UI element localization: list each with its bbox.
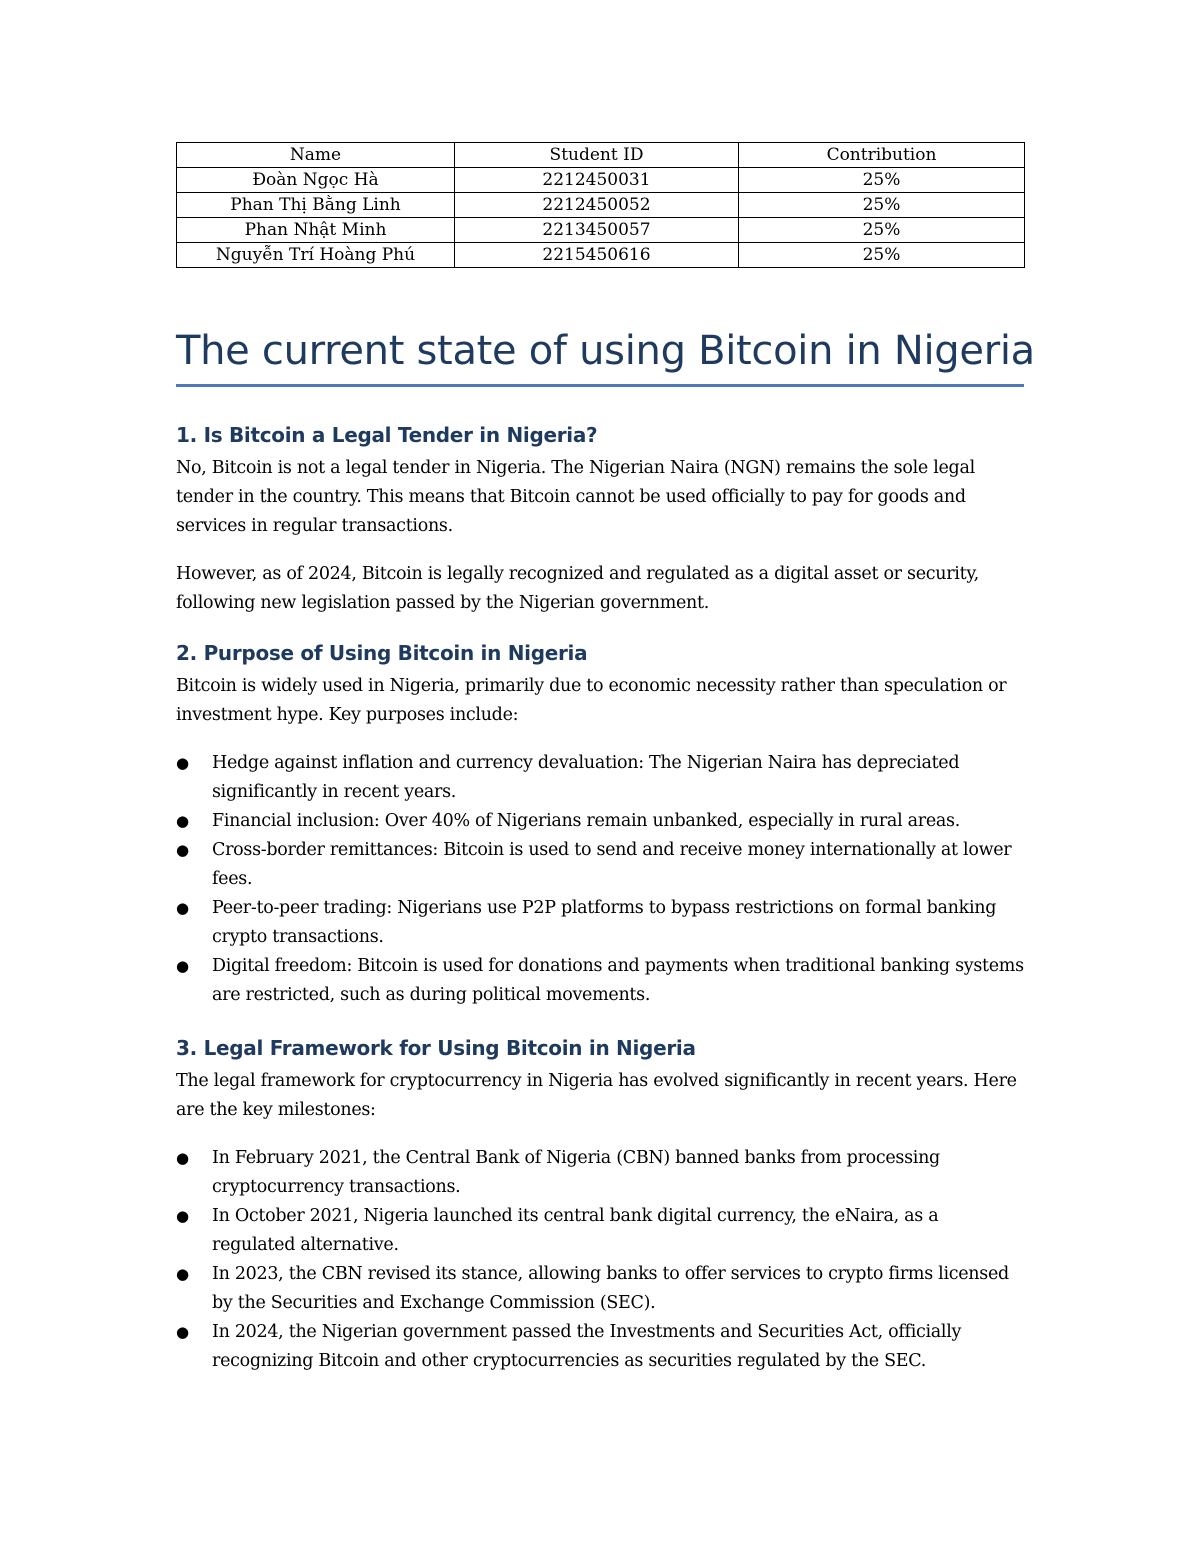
bullet-icon: ● (176, 754, 189, 772)
list-item (176, 807, 1026, 836)
cell-name: Phan Thị Bằng Linh (177, 193, 455, 218)
list-item (176, 749, 1026, 807)
bullet-icon: ● (176, 1323, 189, 1341)
table-header-row (177, 143, 1025, 168)
section-purpose (176, 638, 1026, 1010)
list-item-text: In February 2021, the Central Bank of Nigeria (CBN) banned banks from processing cryptocurrency transactions. (212, 1148, 940, 1197)
bullet-list (176, 749, 1026, 1010)
cell-name: Đoàn Ngọc Hà (177, 168, 455, 193)
cell-student-id: 2212450031 (455, 168, 739, 193)
list-item (176, 894, 1026, 952)
cell-student-id: 2215450616 (455, 243, 739, 268)
section-heading: 1. Is Bitcoin a Legal Tender in Nigeria? (176, 423, 598, 447)
cell-contribution: 25% (739, 193, 1025, 218)
list-item-text: Hedge against inflation and currency devaluation: The Nigerian Naira has depreciated significantly in recent years. (212, 753, 960, 802)
list-item (176, 952, 1026, 1010)
header-contribution: Contribution (739, 143, 1025, 168)
title-underline (176, 384, 1024, 387)
bullet-icon: ● (176, 841, 189, 859)
table-row (177, 193, 1025, 218)
table-row (177, 243, 1025, 268)
bullet-icon: ● (176, 1207, 189, 1225)
section-heading: 2. Purpose of Using Bitcoin in Nigeria (176, 641, 588, 665)
list-item-text: Peer-to-peer trading: Nigerians use P2P platforms to bypass restrictions on formal banking crypto transactions. (212, 898, 997, 947)
paragraph: However, as of 2024, Bitcoin is legally recognized and regulated as a digital asset or security, following new legislation passed by the Nigerian government. (176, 564, 979, 613)
list-item-text: Digital freedom: Bitcoin is used for donations and payments when traditional banking systems are restricted, such as during political movements. (212, 956, 1024, 1005)
bullet-icon: ● (176, 899, 189, 917)
bullet-icon: ● (176, 957, 189, 975)
table-row (177, 218, 1025, 243)
cell-student-id: 2212450052 (455, 193, 739, 218)
list-item-text: Financial inclusion: Over 40% of Nigerians remain unbanked, especially in rural areas. (212, 811, 960, 831)
list-item-text: In 2023, the CBN revised its stance, allowing banks to offer services to crypto firms licensed by the Securities and Exchange Commission (SEC). (212, 1264, 1009, 1313)
document-title: The current state of using Bitcoin in Nigeria (176, 328, 1035, 374)
cell-contribution: 25% (739, 168, 1025, 193)
paragraph: Bitcoin is widely used in Nigeria, primarily due to economic necessity rather than speculation or investment hype. Key purposes include: (176, 676, 1007, 725)
bullet-icon: ● (176, 812, 189, 830)
section-legal-tender (176, 420, 1026, 618)
cell-name: Phan Nhật Minh (177, 218, 455, 243)
bullet-list (176, 1144, 1026, 1376)
header-name: Name (177, 143, 455, 168)
bullet-icon: ● (176, 1265, 189, 1283)
members-table (176, 142, 1025, 268)
cell-contribution: 25% (739, 243, 1025, 268)
paragraph: No, Bitcoin is not a legal tender in Nigeria. The Nigerian Naira (NGN) remains the sole legal tender in the country. This means that Bitcoin cannot be used officially to pay for goods and services in regular transactions. (176, 458, 975, 536)
list-item-text: In 2024, the Nigerian government passed the Investments and Securities Act, officially recognizing Bitcoin and other cryptocurrencies as securities regulated by the SEC. (212, 1322, 962, 1371)
list-item (176, 1202, 1026, 1260)
list-item (176, 1318, 1026, 1376)
list-item (176, 836, 1026, 894)
table-row (177, 168, 1025, 193)
header-student-id: Student ID (455, 143, 739, 168)
list-item-text: In October 2021, Nigeria launched its central bank digital currency, the eNaira, as a regulated alternative. (212, 1206, 939, 1255)
paragraph: The legal framework for cryptocurrency in Nigeria has evolved significantly in recent years. Here are the key milestones: (176, 1071, 1017, 1120)
list-item (176, 1260, 1026, 1318)
cell-student-id: 2213450057 (455, 218, 739, 243)
section-legal-framework (176, 1033, 1026, 1376)
list-item-text: Cross-border remittances: Bitcoin is used to send and receive money internationally at lower fees. (212, 840, 1012, 889)
list-item (176, 1144, 1026, 1202)
section-heading: 3. Legal Framework for Using Bitcoin in Nigeria (176, 1036, 696, 1060)
cell-name: Nguyễn Trí Hoàng Phú (177, 243, 455, 268)
cell-contribution: 25% (739, 218, 1025, 243)
bullet-icon: ● (176, 1149, 189, 1167)
